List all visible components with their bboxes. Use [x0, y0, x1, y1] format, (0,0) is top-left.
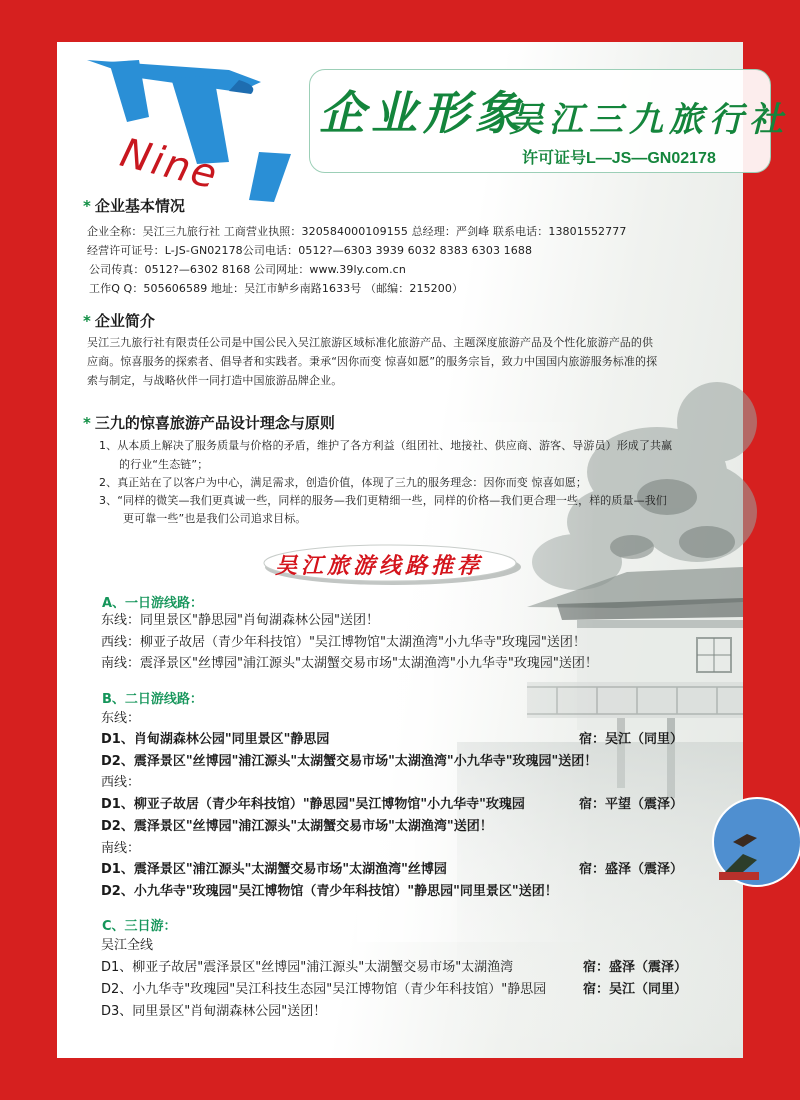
- two-day-south-label: 南线：: [101, 841, 141, 856]
- intro-line-2: 应商。惊喜服务的探索者、倡导者和实践者。秉承“因你而变 惊喜如愿”的服务宗旨，致力中国国内旅游服务标准的探: [87, 355, 658, 368]
- section-basic-info: [83, 195, 185, 216]
- three-day-area: 吴江全线: [101, 938, 154, 953]
- three-day-d2: D2、小九华寺"玫瑰园"吴江科技生态园"吴江博物馆（青少年科技馆）"静思园: [101, 982, 547, 997]
- two-day-south-d1-stay: 宿：盛泽（震泽）: [579, 862, 684, 877]
- two-day-west-d1-stay: 宿：平望（震泽）: [579, 797, 684, 812]
- principle-line-1: 1、从本质上解决了服务质量与价格的矛盾，维护了各方利益（组团社、地接社、供应商、游客、导游员）形成了共赢: [99, 439, 673, 452]
- principle-line-5: 更可靠一些”也是我们公司追求目标。: [123, 512, 307, 525]
- three-day-d1: D1、柳亚子故居"震泽景区"丝博园"浦江源头"太湖蟹交易市场"太湖渔湾: [101, 960, 514, 975]
- license-number: 许可证号L—JS—GN02178: [522, 150, 716, 167]
- principle-line-4: 3、“同样的微笑—我们更真诚一些，同样的服务—我们更精细一些，同样的价格—我们更合理一些，样的质量—我们: [99, 494, 667, 507]
- section-heading: 企业基本情况: [94, 197, 185, 215]
- company-name: 吴江三九旅行社: [509, 100, 789, 140]
- two-day-west-label: 西线：: [101, 775, 141, 790]
- three-day-d2-stay: 宿：吴江（同里）: [583, 982, 688, 997]
- two-day-south-d2: D2、小九华寺"玫瑰园"吴江博物馆（青少年科技馆）"静思园"同里景区"送团！: [101, 884, 558, 899]
- intro-line-1: 吴江三九旅行社有限责任公司是中国公民入吴江旅游区域标准化旅游产品、主题深度旅游产品及个性化旅游产品的供: [87, 336, 654, 349]
- section-heading: 三九的惊喜旅游产品设计理念与原则: [94, 414, 335, 432]
- basic-line-3: 公司传真：0512?—6302 8168 公司网址：www.39ly.com.cn: [89, 263, 406, 276]
- principle-line-2: 的行业“生态链”；: [119, 458, 209, 471]
- logo-wordmark: Nine: [115, 130, 224, 199]
- pagoda-photo-icon: [713, 798, 800, 886]
- one-day-heading: A、一日游线路：: [102, 596, 204, 611]
- three-day-heading: C、三日游：: [102, 919, 177, 934]
- two-day-west-d1: D1、柳亚子故居（青少年科技馆）"静思园"吴江博物馆"小九华寺"玫瑰园: [101, 797, 525, 812]
- section-company-intro: [83, 310, 155, 331]
- one-day-east: 东线：同里景区"静思园"肖甸湖森林公园"送团！: [101, 613, 379, 628]
- three-day-d3: D3、同里景区"肖甸湖森林公园"送团！: [101, 1004, 327, 1019]
- basic-line-4: 工作Q Q：505606589 地址：吴江市鲈乡南路1633号 （邮编：215200）: [89, 282, 464, 295]
- asterisk-icon: *: [83, 414, 91, 432]
- two-day-east-label: 东线：: [101, 711, 141, 726]
- two-day-east-d2: D2、震泽景区"丝博园"浦江源头"太湖蟹交易市场"太湖渔湾"小九华寺"玫瑰园"送团！: [101, 754, 598, 769]
- two-day-south-d1: D1、震泽景区"浦江源头"太湖蟹交易市场"太湖渔湾"丝博园: [101, 862, 447, 877]
- asterisk-icon: *: [83, 197, 91, 215]
- brochure-page: [57, 42, 789, 1058]
- intro-line-3: 索与制定，与战略伙伴一同打造中国旅游品牌企业。: [87, 374, 343, 387]
- three-day-d1-stay: 宿：盛泽（震泽）: [583, 960, 688, 975]
- basic-line-1: 企业全称：吴江三九旅行社 工商营业执照：320584000109155 总经理：严剑峰 联系电话：13801552777: [87, 225, 627, 238]
- routes-title: 吴江旅游线路推荐: [275, 553, 484, 579]
- two-day-east-d1-stay: 宿：吴江（同里）: [579, 732, 684, 747]
- section-heading: 企业简介: [94, 312, 155, 330]
- principle-line-3: 2、真正站在了以客户为中心，满足需求，创造价值，体现了三九的服务理念：因你而变 惊喜如愿；: [99, 476, 587, 489]
- two-day-west-d2: D2、震泽景区"丝博园"浦江源头"太湖蟹交易市场"太湖渔湾"送团！: [101, 819, 493, 834]
- basic-line-2: 经营许可证号：L-JS-GN02178公司电话：0512?—6303 3939 6032 8383 6303 1688: [87, 244, 533, 257]
- asterisk-icon: *: [83, 312, 91, 330]
- one-day-west: 西线：柳亚子故居（青少年科技馆）"吴江博物馆"太湖渔湾"小九华寺"玫瑰园"送团！: [101, 635, 586, 650]
- two-day-heading: B、二日游线路：: [102, 692, 203, 707]
- section-design-principles: [83, 412, 335, 433]
- banner-title: 企业形象: [319, 86, 527, 140]
- one-day-south: 南线：震泽景区"丝博园"浦江源头"太湖蟹交易市场"太湖渔湾"小九华寺"玫瑰园"送团！: [101, 656, 598, 671]
- two-day-east-d1: D1、肖甸湖森林公园"同里景区"静思园: [101, 732, 330, 747]
